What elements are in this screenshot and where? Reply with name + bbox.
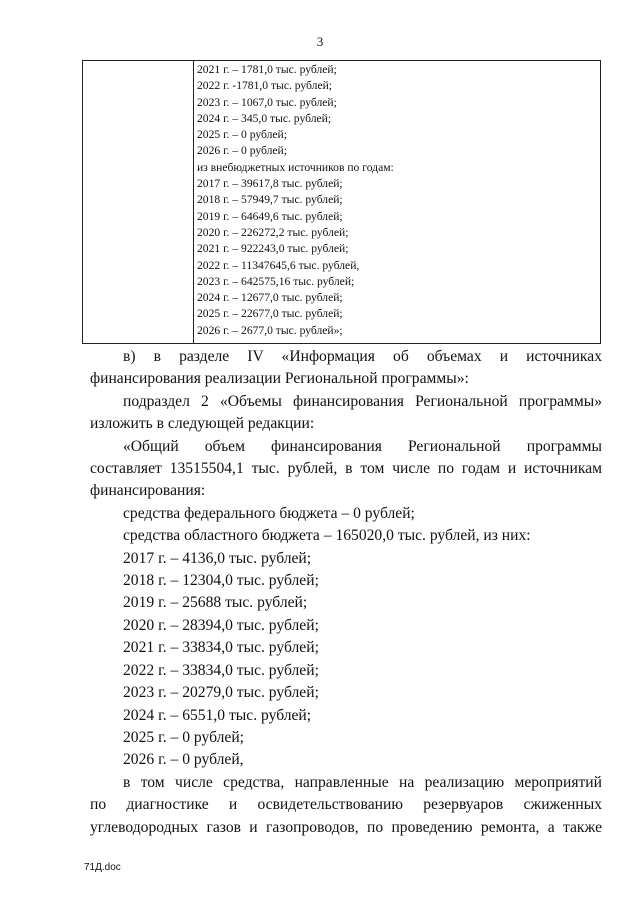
document-body <box>90 346 602 839</box>
table-line: 2021 г. – 1781,0 тыс. рублей; <box>197 63 337 76</box>
funding-table <box>82 60 601 344</box>
year-line: 2025 г. – 0 рублей; <box>123 728 245 746</box>
table-line: 2020 г. – 226272,2 тыс. рублей; <box>197 225 349 239</box>
table-line: 2025 г. – 22677,0 тыс. рублей; <box>197 307 343 321</box>
paragraph-measures-line: в том числе средства, направленные на реализацию мероприятий <box>123 773 602 791</box>
table-line: 2026 г. – 2677,0 тыс. рублей»; <box>197 323 343 337</box>
table-line: 2018 г. – 57949,7 тыс. рублей; <box>197 193 343 207</box>
year-line: 2022 г. – 33834,0 тыс. рублей; <box>123 661 319 679</box>
paragraph-section-iv-line: финансирования реализации Региональной программы»: <box>90 370 469 388</box>
year-line: 2024 г. – 6551,0 тыс. рублей; <box>123 706 312 724</box>
table-line: 2021 г. – 922243,0 тыс. рублей; <box>197 242 349 256</box>
paragraph-total-line: составляет 13515504,1 тыс. рублей, в том числе по годам и источникам <box>90 460 602 478</box>
table-line: из внебюджетных источников по годам: <box>197 160 394 174</box>
table-line: 2017 г. – 39617,8 тыс. рублей; <box>197 177 343 191</box>
paragraph-section-iv-line: в) в разделе IV «Информация об объемах и источниках <box>123 348 602 365</box>
table-line: 2022 г. – 11347645,6 тыс. рублей, <box>197 258 360 272</box>
table-line: 2023 г. – 1067,0 тыс. рублей; <box>197 95 337 109</box>
year-line: 2021 г. – 33834,0 тыс. рублей; <box>123 639 319 657</box>
paragraph-total-line: «Общий объем финансирования Региональной программы <box>123 437 602 455</box>
paragraph-total-line: финансирования: <box>90 482 206 500</box>
table-cell-funding <box>197 62 598 339</box>
table-line: 2024 г. – 345,0 тыс. рублей; <box>197 111 332 125</box>
table-line: 2023 г. – 642575,16 тыс. рублей; <box>197 274 355 288</box>
year-line: 2023 г. – 20279,0 тыс. рублей; <box>123 684 319 702</box>
table-line: 2024 г. – 12677,0 тыс. рублей; <box>197 291 343 305</box>
page-number: 3 <box>316 34 324 49</box>
year-line: 2017 г. – 4136,0 тыс. рублей; <box>123 549 312 567</box>
year-line: 2020 г. – 28394,0 тыс. рублей; <box>123 616 319 634</box>
paragraph-measures-line: по диагностике и освидетельствованию резервуаров сжиженных <box>90 796 602 814</box>
paragraph-regional-budget: средства областного бюджета – 165020,0 тыс. рублей, из них: <box>123 527 531 545</box>
table-line: 2019 г. – 64649,6 тыс. рублей; <box>197 209 343 223</box>
paragraph-subsection-line: изложить в следующей редакции: <box>90 415 315 433</box>
year-line: 2019 г. – 25688 тыс. рублей; <box>123 594 308 612</box>
paragraph-subsection-line: подраздел 2 «Объемы финансирования Региональной программы» <box>123 392 602 410</box>
paragraph-federal-budget: средства федерального бюджета – 0 рублей; <box>123 504 415 522</box>
table-line: 2025 г. – 0 рублей; <box>197 128 287 142</box>
table-line: 2026 г. – 0 рублей; <box>197 144 287 158</box>
year-line: 2026 г. – 0 рублей, <box>123 751 244 769</box>
paragraph-measures-line: углеводородных газов и газопроводов, по проведению ремонта, а также <box>90 818 602 836</box>
table-column-divider <box>193 61 194 343</box>
footer-filename: 71Д.doc <box>84 862 121 873</box>
table-line: 2022 г. -1781,0 тыс. рублей; <box>197 79 333 93</box>
year-line: 2018 г. – 12304,0 тыс. рублей; <box>123 572 319 590</box>
